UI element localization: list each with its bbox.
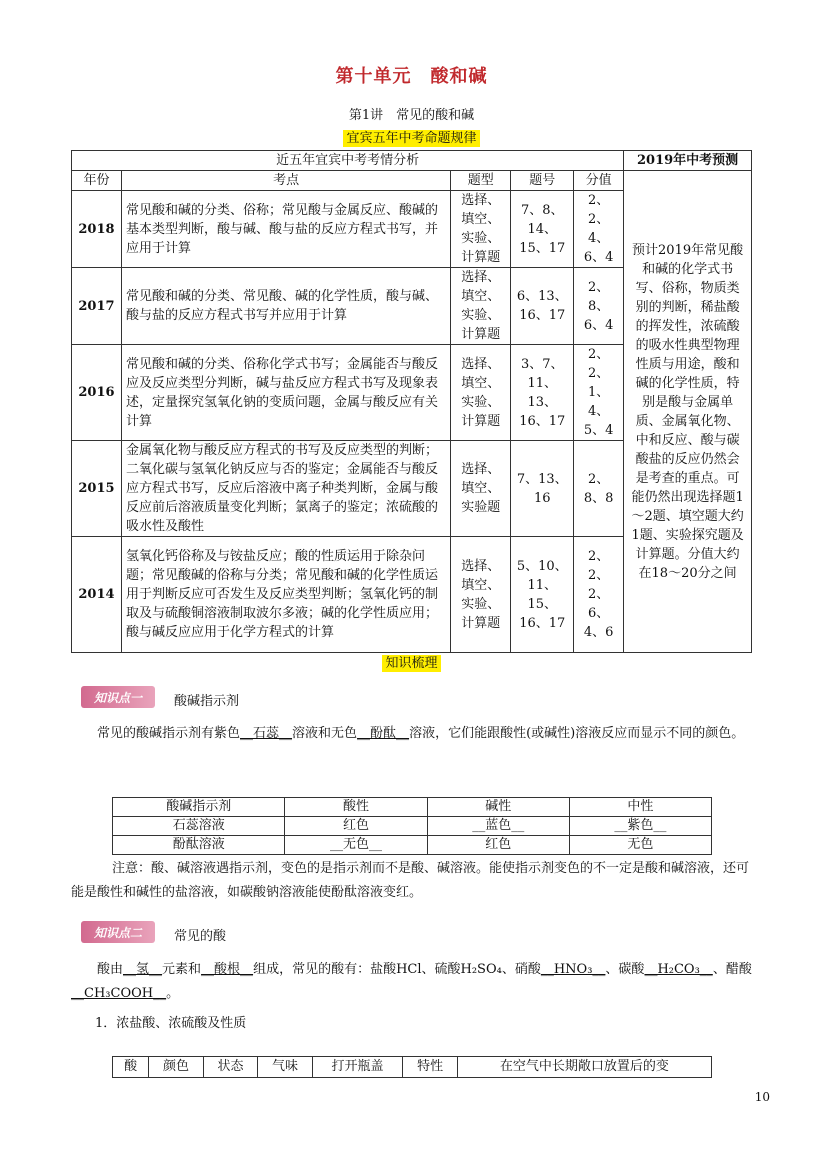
ind-cell: 石蕊溶液 [113,817,285,836]
row-qno: 3、7、11、13、16、17 [511,345,574,441]
ind-header: 酸碱指示剂 [113,798,285,817]
row-type: 选择、填空、实验、计算题 [451,191,511,268]
row-year: 2016 [72,345,122,441]
kp1-title: 酸碱指示剂 [174,694,240,709]
exam-trend-table [71,150,752,653]
kp2-paragraph: 酸由__氢__元素和__酸根__组成，常见的酸有：盐酸HCl、硫酸H₂SO₄、硝酸__HNO₃__、碳酸__H₂CO₃__、醋酸__CH₃COOH__。 [71,962,752,1001]
row-qno: 5、10、11、15、16、17 [511,537,574,653]
blank-acetic-acid: __CH₃COOH__ [71,986,167,1001]
row-point: 金属氧化物与酸反应方程式的书写及反应类型的判断；二氧化碳与氢氧化钠反应与否的鉴定；金属能否与酸反应方程式书写，反应后溶液中离子种类判断，金属与酸反应前后溶液质量变化判断；氯离子的鉴定；浓硫酸的吸水性及酸性 [121,441,450,537]
ind-header: 酸性 [285,798,427,817]
acid-header: 在空气中长期敞口放置后的变 [457,1057,711,1078]
col-year: 年份 [72,171,122,191]
blank-litmus: __石蕊__ [240,726,293,741]
col-qno: 题号 [511,171,574,191]
ind-cell: __蓝色__ [427,817,569,836]
ind-cell: __无色__ [285,836,427,855]
row-point: 常见酸和碱的分类、常见酸、碱的化学性质，酸与碱、酸与盐的反应方程式书写并应用于计算 [121,268,450,345]
section-heading-rule: 宜宾五年中考命题规律 [343,130,479,147]
analysis-header: 近五年宜宾中考考情分析 [72,151,624,171]
ind-cell: 无色 [569,836,711,855]
row-score: 2、2、4、6、4 [574,191,624,268]
page-number: 10 [754,1090,770,1104]
row-score: 2、2、1、4、5、4 [574,345,624,441]
kp1-paragraph: 常见的酸碱指示剂有紫色__石蕊__溶液和无色__酚酞__溶液，它们能跟酸性(或碱性)溶液反应而显示不同的颜色。 [97,726,745,741]
acid-header: 状态 [203,1057,257,1078]
row-score: 2、8、6、4 [574,268,624,345]
blank-carbonic-acid: __H₂CO₃__ [644,962,713,977]
row-year: 2014 [72,537,122,653]
row-qno: 6、13、16、17 [511,268,574,345]
table-row [113,836,712,855]
acid-header: 气味 [258,1057,312,1078]
prediction-text: 预计2019年常见酸和碱的化学式书写、俗称，物质类别的判断，稀盐酸的挥发性，浓硫酸的吸水性典型物理性质与用途，酸和碱的化学性质，特别是酸与金属单质、金属氧化物、中和反应、酸与碳酸盐的反应仍然会是考查的重点。可能仍然出现选择题1～2题、填空题大约1题、实验探究题及计算题。分值大约在18～20分之间 [624,171,752,653]
row-year: 2015 [72,441,122,537]
row-qno: 7、13、16 [511,441,574,537]
kp2-title: 常见的酸 [174,929,227,944]
acid-header: 打开瓶盖 [312,1057,403,1078]
col-type: 题型 [451,171,511,191]
note-paragraph: 注意：酸、碱溶液遇指示剂，变色的是指示剂而不是酸、碱溶液。能使指示剂变色的不一定是酸和碱溶液，还可能是酸性和碱性的盐溶液，如碳酸钠溶液能使酚酞溶液变红。 [71,861,750,900]
row-point: 常见酸和碱的分类、俗称化学式书写；金属能否与酸反应及反应类型分判断，碱与盐反应方程式书写及现象表述，定量探究氢氧化钠的变质问题，金属与酸反应有关计算 [121,345,450,441]
row-type: 选择、填空、实验、计算题 [451,345,511,441]
lesson-subtitle: 第1讲 常见的酸和碱 [348,108,475,123]
row-point: 氢氧化钙俗称及与铵盐反应；酸的性质运用于除杂问题；常见酸碱的俗称与分类；常见酸和碱的化学性质运用于判断反应可否发生及反应类型判断；氢氧化钙的制取及与硫酸铜溶液制取波尔多液；碱的化学性质应用；酸与碱反应应用于化学方程式的计算 [121,537,450,653]
row-type: 选择、填空、实验、计算题 [451,268,511,345]
row-score: 2、2、2、6、4、6 [574,537,624,653]
kp2-subheading: 1．浓盐酸、浓硫酸及性质 [95,1016,247,1031]
acid-header: 特性 [403,1057,457,1078]
ind-header: 中性 [569,798,711,817]
row-type: 选择、填空、实验题 [451,441,511,537]
blank-hydrogen: __氢__ [123,962,163,977]
ind-cell: 红色 [427,836,569,855]
col-point: 考点 [121,171,450,191]
row-type: 选择、填空、实验、计算题 [451,537,511,653]
row-year: 2017 [72,268,122,345]
row-score: 2、8、8 [574,441,624,537]
ind-cell: __紫色__ [569,817,711,836]
acid-properties-table [112,1056,712,1078]
knowledge-badge-2: 知识点二 [81,921,155,943]
blank-phenolphthalein: __酚酞__ [357,726,410,741]
blank-acid-radical: __酸根__ [201,962,254,977]
ind-header: 碱性 [427,798,569,817]
section-heading-knowledge: 知识梳理 [382,655,440,672]
ind-cell: 酚酞溶液 [113,836,285,855]
page-title: 第十单元 酸和碱 [335,66,488,87]
row-point: 常见酸和碱的分类、俗称；常见酸与金属反应、酸碱的基本类型判断，酸与碱、酸与盐的反应方程式书写，并应用于计算 [121,191,450,268]
acid-header: 颜色 [149,1057,203,1078]
table-row [113,817,712,836]
col-score: 分值 [574,171,624,191]
blank-nitric-acid: __HNO₃__ [540,962,606,977]
ind-cell: 红色 [285,817,427,836]
row-year: 2018 [72,191,122,268]
row-qno: 7、8、14、15、17 [511,191,574,268]
indicator-table [112,797,712,855]
acid-header: 酸 [113,1057,149,1078]
knowledge-badge-1: 知识点一 [81,686,155,708]
prediction-header: 2019年中考预测 [624,151,752,171]
